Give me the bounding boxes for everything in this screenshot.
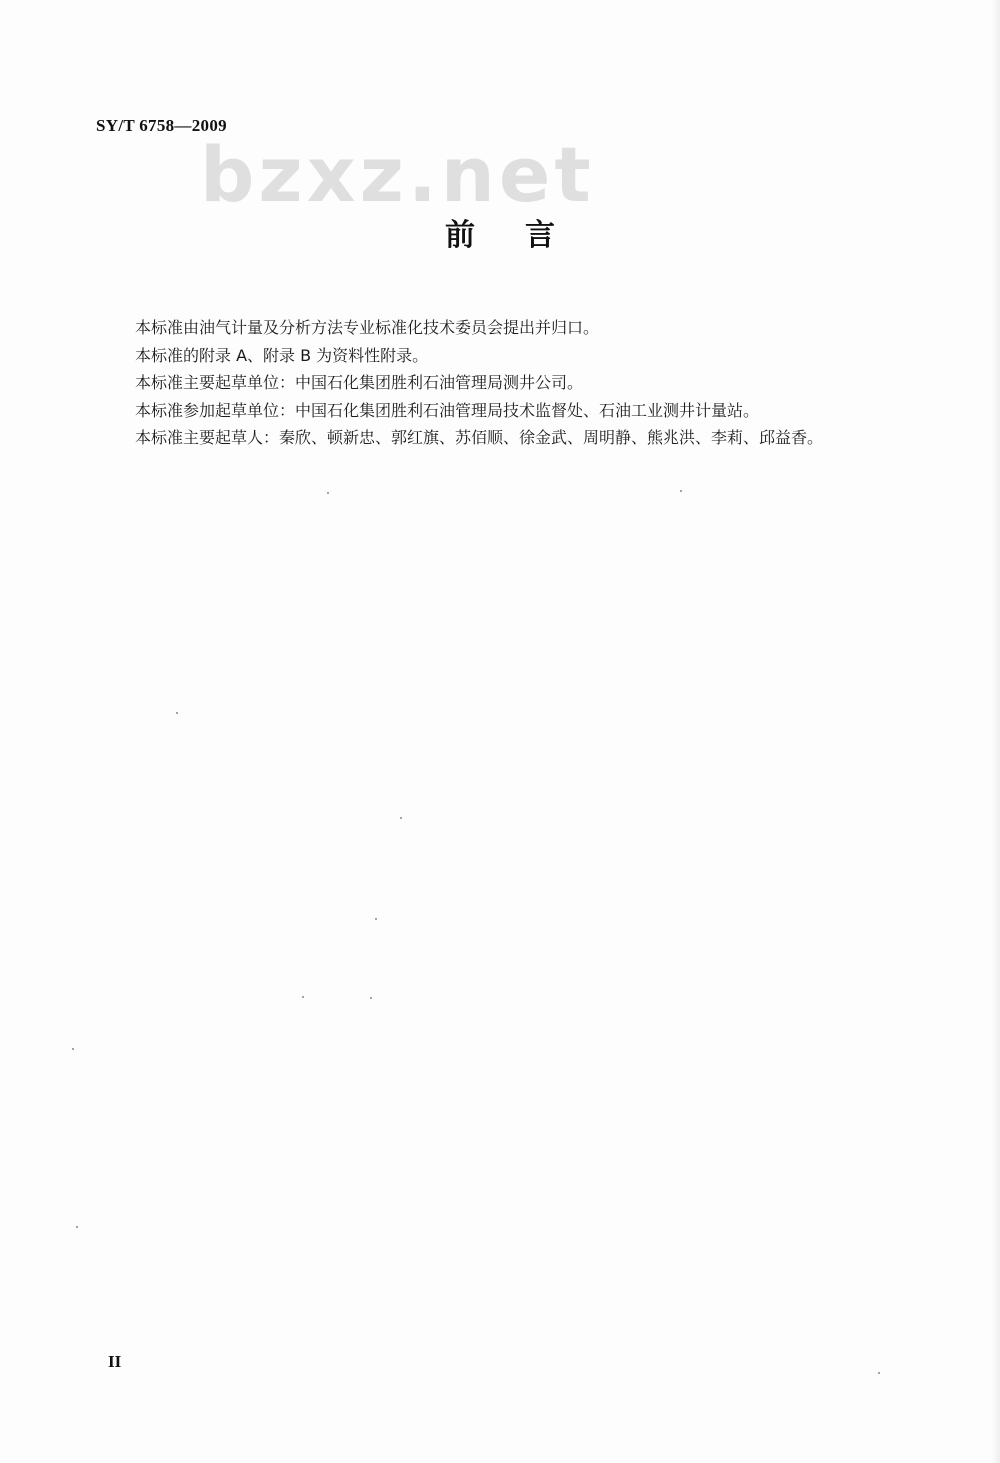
scan-speck (72, 1048, 74, 1050)
foreword-paragraph: 本标准主要起草人：秦欣、顿新忠、郭红旗、苏佰顺、徐金武、周明静、熊兆洪、李莉、邱益香。 (135, 428, 824, 447)
scan-speck (680, 490, 682, 492)
page-title: 前言 (445, 218, 605, 253)
scan-speck (76, 1226, 78, 1228)
scan-speck (400, 817, 402, 819)
scan-speck (375, 918, 377, 920)
foreword-paragraph: 本标准由油气计量及分析方法专业标准化技术委员会提出并归口。 (135, 318, 600, 337)
foreword-paragraph: 本标准主要起草单位：中国石化集团胜利石油管理局测井公司。 (135, 373, 584, 392)
scan-speck (302, 996, 304, 998)
standard-code: SY/T 6758—2009 (96, 116, 227, 135)
scan-speck (370, 997, 372, 999)
scan-speck (878, 1372, 880, 1374)
page-number: II (108, 1352, 122, 1371)
watermark-logo: bzxz.net (200, 130, 595, 219)
foreword-paragraph: 本标准的附录 A、附录 B 为资料性附录。 (135, 345, 429, 365)
foreword-paragraph: 本标准参加起草单位：中国石化集团胜利石油管理局技术监督处、石油工业测井计量站。 (135, 400, 760, 420)
scan-speck (176, 712, 178, 714)
foreword-body (135, 314, 955, 452)
scan-speck (327, 492, 329, 494)
